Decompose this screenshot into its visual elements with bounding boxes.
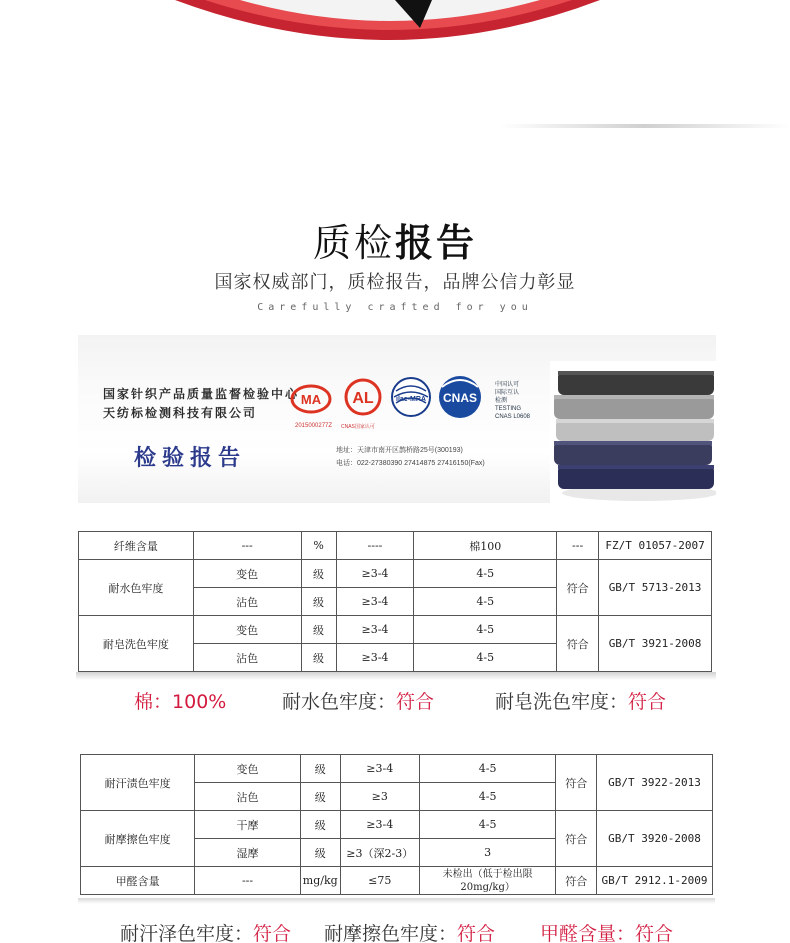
summary-value: 符合: [457, 923, 496, 943]
svg-text:MA: MA: [300, 392, 322, 407]
test-result: 4-5: [419, 783, 556, 811]
cnas-logo-icon: [439, 376, 481, 418]
test-result: 棉100: [414, 532, 557, 560]
page-title-light: 质检: [312, 221, 395, 265]
test-unit: 级: [301, 588, 336, 616]
summary-label: 耐汗泽色牢度：: [120, 923, 254, 943]
test-verdict: 符合: [557, 560, 599, 616]
summary-label: 耐摩擦色牢度：: [324, 923, 458, 943]
test-unit: mg/kg: [300, 867, 340, 895]
test-standard: GB/T 2912.1-2009: [597, 867, 713, 895]
test-unit: 级: [300, 755, 340, 783]
cnas-caption-line: CNAS L0608: [495, 414, 531, 420]
test-result: 未检出（低于检出限20mg/kg）: [419, 867, 556, 895]
test-verdict: 符合: [556, 867, 597, 895]
summary-label: 棉：: [134, 691, 173, 713]
test-requirement: ≥3: [340, 783, 419, 811]
summary-value: 符合: [253, 923, 292, 943]
summary-item: [540, 919, 673, 943]
cma-code: 2015000277Z: [295, 423, 333, 429]
test-requirement: ----: [336, 532, 414, 560]
svg-text:AL: AL: [352, 390, 374, 407]
lab-phone: 电话：022-27380390 27414875 27416150(Fax): [336, 460, 485, 467]
cnas-caption: [495, 381, 530, 421]
test-unit: 级: [300, 811, 340, 839]
summary-value: 符合: [396, 691, 435, 713]
test-requirement: ≥3（深2-3）: [340, 839, 419, 867]
summary-value: 符合: [635, 923, 674, 943]
cal-logo-icon: [346, 380, 380, 414]
test-result: 4-5: [414, 616, 557, 644]
test-item: 纤维含量: [79, 532, 194, 560]
table-row: [79, 532, 712, 560]
report-title: 检验报告: [134, 445, 247, 471]
test-sub-item: 变色: [193, 560, 301, 588]
tagline: Carefully crafted for you: [257, 302, 533, 313]
summary-item: [495, 687, 666, 714]
summary-label: 耐水色牢度：: [282, 691, 397, 713]
test-verdict: ---: [557, 532, 599, 560]
page-title-bold: 报告: [395, 221, 478, 265]
summary-item: [134, 687, 226, 714]
test-sub-item: 沾色: [193, 588, 301, 616]
test-verdict: 符合: [557, 616, 599, 672]
test-sub-item: 沾色: [195, 783, 300, 811]
test-requirement: ≥3-4: [336, 588, 414, 616]
test-requirement: ≥3-4: [336, 616, 414, 644]
test-requirement: ≥3-4: [336, 560, 414, 588]
test-verdict: 符合: [556, 811, 597, 867]
table-row: [79, 560, 712, 588]
test-sub-item: 湿摩: [195, 839, 300, 867]
test-standard: GB/T 3921-2008: [599, 616, 712, 672]
test-requirement: ≤75: [340, 867, 419, 895]
test-sub-item: ---: [193, 532, 301, 560]
report-banner: [78, 335, 716, 503]
summary-label: 甲醛含量：: [540, 923, 636, 943]
test-result: 3: [419, 839, 556, 867]
test-item: 耐皂洗色牢度: [79, 616, 194, 672]
cnas-caption-line: 国际互认: [495, 390, 520, 396]
test-table-2: [80, 754, 713, 895]
cnas-caption-line: 中国认可: [495, 382, 520, 388]
test-sub-item: ---: [195, 867, 300, 895]
test-result: 4-5: [419, 811, 556, 839]
test-standard: GB/T 3922-2013: [597, 755, 713, 811]
test-unit: 级: [301, 644, 336, 672]
test-unit: 级: [300, 839, 340, 867]
test-unit: 级: [301, 560, 336, 588]
test-sub-item: 变色: [195, 755, 300, 783]
table-row: [81, 755, 713, 783]
table-row: [79, 616, 712, 644]
test-item: 耐汗渍色牢度: [81, 755, 195, 811]
test-unit: 级: [301, 616, 336, 644]
test-result: 4-5: [419, 755, 556, 783]
table-row: [81, 811, 713, 839]
summary-item: [282, 687, 434, 714]
fabric-stack-image: [550, 361, 716, 503]
test-sub-item: 变色: [193, 616, 301, 644]
page-title: [0, 212, 790, 267]
test-sub-item: 干摩: [195, 811, 300, 839]
institution-line-2: 天纺标检测科技有限公司: [103, 406, 258, 420]
table-shadow: [76, 672, 716, 680]
summary-value: 100%: [172, 691, 227, 713]
cal-caption: CNAS国家认可: [341, 424, 375, 430]
cnas-caption-line: 检测: [495, 398, 508, 404]
svg-text:CNAS: CNAS: [442, 391, 478, 405]
test-requirement: ≥3-4: [340, 811, 419, 839]
test-standard: FZ/T 01057-2007: [599, 532, 712, 560]
test-result: 4-5: [414, 644, 557, 672]
test-sub-item: 沾色: [193, 644, 301, 672]
table-shadow: [78, 898, 715, 904]
summary-item: [120, 919, 291, 943]
summary-value: 符合: [628, 691, 667, 713]
test-result: 4-5: [414, 588, 557, 616]
test-standard: GB/T 5713-2013: [599, 560, 712, 616]
test-unit: %: [301, 532, 336, 560]
table-row: [81, 867, 713, 895]
page-subtitle: 国家权威部门，质检报告，品牌公信力彰显: [214, 272, 576, 293]
top-decoration: [0, 0, 790, 140]
ilac-mra-logo-icon: [392, 378, 430, 416]
summary-label: 耐皂洗色牢度：: [495, 691, 629, 713]
test-result: 4-5: [414, 560, 557, 588]
test-table-1: [78, 531, 712, 672]
test-item: 甲醛含量: [81, 867, 195, 895]
test-standard: GB/T 3920-2008: [597, 811, 713, 867]
test-requirement: ≥3-4: [336, 644, 414, 672]
lab-address: 地址：天津市南开区鹊桥路25号(300193): [336, 447, 463, 454]
institution-line-1: 国家针织产品质量监督检验中心: [103, 387, 300, 401]
test-verdict: 符合: [556, 755, 597, 811]
test-requirement: ≥3-4: [340, 755, 419, 783]
svg-text:ilac-MRA: ilac-MRA: [396, 396, 426, 403]
test-unit: 级: [300, 783, 340, 811]
test-item: 耐摩擦色牢度: [81, 811, 195, 867]
cma-logo-icon: [292, 386, 330, 412]
test-item: 耐水色牢度: [79, 560, 194, 616]
cnas-caption-line: TESTING: [495, 406, 522, 412]
summary-item: [324, 919, 495, 943]
